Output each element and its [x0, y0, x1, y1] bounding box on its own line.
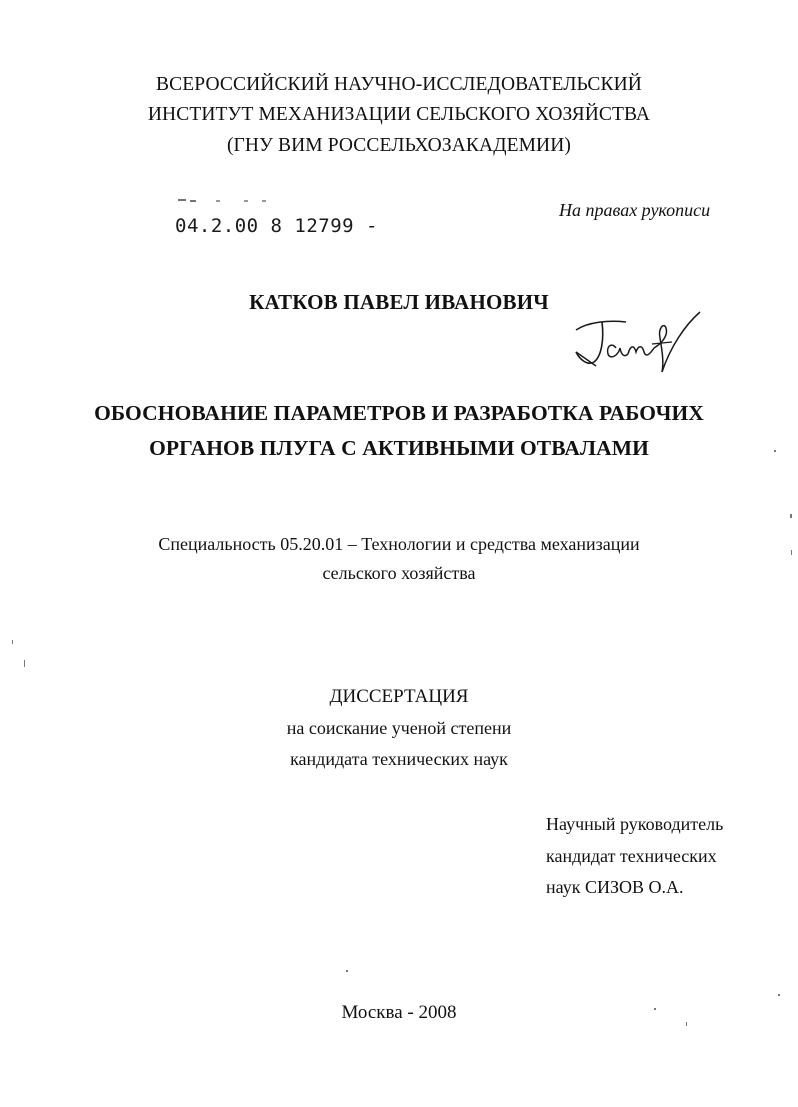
scan-speck: [12, 640, 13, 644]
dissertation-heading: ДИССЕРТАЦИЯ: [329, 686, 469, 707]
advisor-line-3: наук СИЗОВ О.А.: [546, 877, 684, 897]
rights-note: На правах рукописи: [559, 200, 711, 220]
advisor-line-1: Научный руководитель: [546, 814, 724, 834]
author-name: КАТКОВ ПАВЕЛ ИВАНОВИЧ: [249, 290, 549, 314]
dissertation-title-line-1: ОБОСНОВАНИЕ ПАРАМЕТРОВ И РАЗРАБОТКА РАБОЧИХ: [94, 401, 704, 425]
degree-line-2: кандидата технических наук: [290, 749, 508, 769]
scan-speck: [791, 550, 792, 555]
institution-line-2: ИНСТИТУТ МЕХАНИЗАЦИИ СЕЛЬСКОГО ХОЗЯЙСТВА: [147, 104, 651, 125]
stamp-marks: [176, 196, 296, 206]
scan-speck: [790, 514, 792, 518]
signature-image: [568, 308, 708, 378]
place-year: Москва - 2008: [341, 1002, 457, 1023]
dissertation-title-line-2: ОРГАНОВ ПЛУГА С АКТИВНЫМИ ОТВАЛАМИ: [149, 436, 649, 460]
specialty-line-1: Специальность 05.20.01 – Технологии и средства механизации: [158, 534, 640, 554]
degree-line-1: на соискание ученой степени: [286, 718, 512, 738]
institution-line-3: (ГНУ ВИМ РОССЕЛЬХОЗАКАДЕМИИ): [226, 135, 572, 156]
scan-speck: [774, 450, 776, 452]
institution-line-1: ВСЕРОССИЙСКИЙ НАУЧНО-ИССЛЕДОВАТЕЛЬСКИЙ: [156, 74, 642, 95]
scan-speck: [686, 1022, 687, 1026]
scan-speck: [24, 660, 25, 667]
advisor-line-2: кандидат технических: [546, 846, 717, 866]
catalog-stamp: 04.2.00 8 12799 -: [175, 215, 378, 237]
scan-speck: [346, 970, 348, 972]
scan-speck: [778, 994, 780, 996]
scan-speck: [654, 1008, 656, 1010]
specialty-line-2: сельского хозяйства: [322, 563, 476, 583]
